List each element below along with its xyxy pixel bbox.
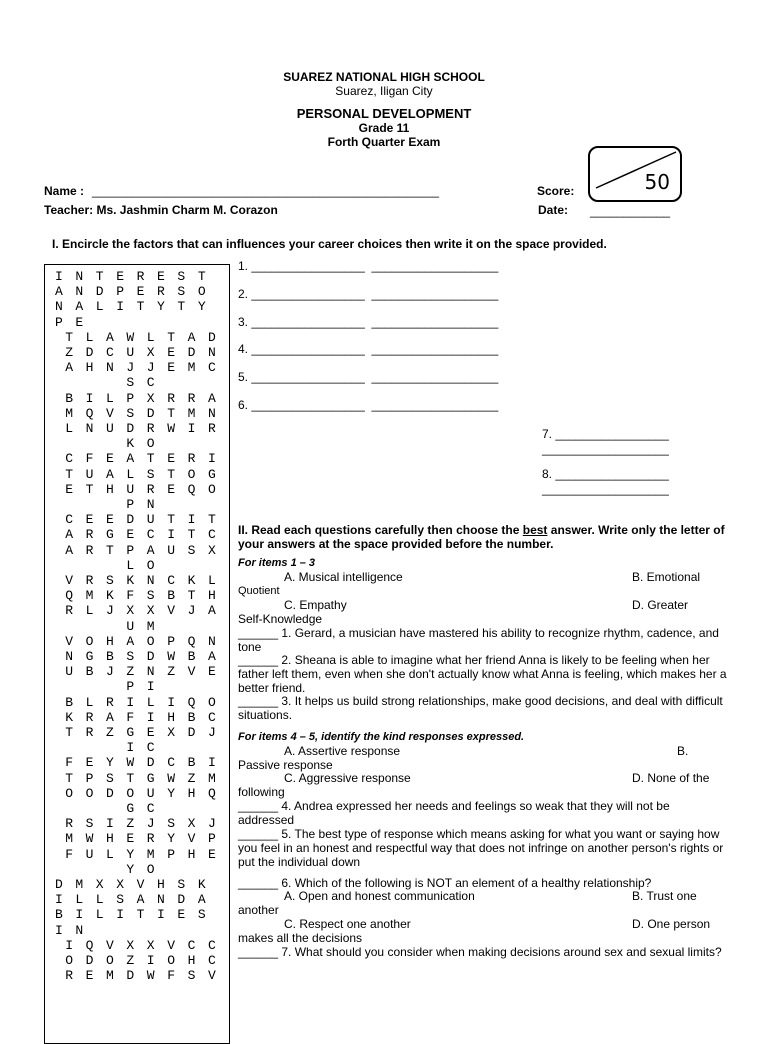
grid-row: B I L P X R R A	[55, 390, 219, 406]
question-7: ______ 7. What should you consider when making decisions around sex and sexual limits?	[238, 945, 722, 959]
part2-instruction-best: best	[522, 523, 548, 537]
grid-row: Q M K F S B T H	[55, 588, 219, 604]
grid-row: I N	[55, 922, 86, 938]
q6-option-c: C. Respect one another	[284, 917, 411, 931]
grid-row: L O	[55, 557, 158, 573]
group1-option-c: C. Empathy	[284, 598, 347, 612]
grid-row: Z D C U X E D N	[55, 345, 219, 360]
school-name: SUAREZ NATIONAL HIGH SCHOOL	[283, 70, 485, 84]
group2-option-a: A. Assertive response	[284, 744, 401, 758]
q6-option-d: D. One person	[632, 917, 711, 931]
grid-row: P I	[55, 679, 158, 695]
grid-row: T P S T G W Z M	[55, 770, 219, 786]
part2-instruction-b: answer. Write only the letter of your answers at the space provided before the number.	[238, 523, 725, 551]
answer-line-6[interactable]: 6. _________________ ___________________	[238, 398, 499, 412]
question-5: ______ 5. The best type of response which means asking for what you want or saying how you feel in an honest and respectful way that does not infringe on another person's rights or put the individual down	[238, 827, 724, 869]
grid-row: A R G E C I T C	[55, 527, 219, 543]
grid-row: M Q V S D T M N	[55, 405, 219, 421]
subject-title: PERSONAL DEVELOPMENT	[296, 106, 472, 121]
q6-option-b: B. Trust one	[632, 889, 697, 903]
answer-line-1[interactable]: 1. _________________ ___________________	[238, 259, 499, 273]
q6-option-a: A. Open and honest communication	[284, 889, 475, 903]
grid-row: O O D O U Y H Q	[55, 785, 219, 801]
grid-row: T U A L S T O G	[55, 466, 219, 482]
school-location: Suarez, Iligan City	[335, 84, 433, 98]
teacher-label: Teacher: Ms. Jashmin Charm M. Corazon	[44, 203, 278, 217]
grid-row: K O	[55, 436, 158, 452]
grid-row: I Q V X X V C C	[55, 937, 219, 953]
grid-row: E T H U R E Q O	[55, 481, 219, 497]
group2-option-c: C. Aggressive response	[284, 771, 411, 785]
group2-option-d: D. None of the	[632, 771, 710, 785]
grid-row: L N U D R W I R	[55, 421, 219, 436]
grid-row: P E	[55, 314, 86, 330]
grid-row: F E Y W D C B I	[55, 755, 219, 771]
name-field[interactable]: ____________________________________________________	[92, 184, 440, 198]
answer-line-3[interactable]: 3. _________________ ___________________	[238, 314, 499, 329]
grid-row: A N D P E R S O	[55, 284, 209, 300]
question-4: ______ 4. Andrea expressed her needs and feelings so weak that they will not be addressed	[238, 799, 670, 827]
grid-row: R L J X X V J A	[55, 603, 219, 619]
group1-option-d-cont: Self-Knowledge	[238, 612, 323, 626]
grid-row: V R S K N C K L	[55, 573, 219, 588]
score-total: 50	[644, 170, 670, 194]
part1-instruction: I. Encircle the factors that can influences your career choices then write it on the space provided.	[52, 237, 607, 251]
score-box	[588, 146, 682, 202]
grid-row: G C	[55, 801, 158, 816]
group1-option-a: A. Musical intelligence	[284, 570, 403, 584]
answer-line-8-cont[interactable]: ___________________	[542, 482, 669, 496]
question-3: ______ 3. It helps us build strong relationships, make good decisions, and deal with difficult situations.	[238, 694, 723, 722]
grid-row: T L A W L T A D	[55, 329, 219, 345]
answer-line-8[interactable]: 8. _________________	[542, 467, 669, 481]
answer-line-5[interactable]: 5. _________________ ___________________	[238, 370, 499, 385]
part2-instruction-a: II. Read each questions carefully then choose the	[238, 523, 523, 537]
answer-line-4[interactable]: 4. _________________ ___________________	[238, 342, 499, 357]
group2-option-b-cont: Passive response	[238, 758, 333, 772]
grid-row: Y O	[55, 861, 158, 877]
q6-option-d-cont: makes all the decisions	[238, 931, 363, 945]
answer-line-7[interactable]: 7. _________________	[542, 427, 669, 441]
date-label: Date:	[538, 203, 569, 217]
grid-row: M W H E R Y V P	[55, 831, 219, 847]
grid-row: B I L I T I E S	[55, 907, 209, 923]
grid-row: C F E A T E R I	[55, 451, 219, 467]
grid-row: A H N J J E M C	[55, 360, 219, 376]
name-label: Name :	[44, 184, 85, 198]
grid-row: C E E D U T I T	[55, 512, 219, 528]
grid-row: D M X X V H S K	[55, 877, 209, 892]
group1-option-b-cont: Quotient	[238, 585, 280, 597]
date-field[interactable]: ____________	[590, 204, 671, 218]
question-2: ______ 2. Sheana is able to imagine what her friend Anna is likely to be feeling when her father left them, even when she don't actually know what Anna is feeling, which makes her a better friend.	[238, 653, 727, 695]
group2-option-d-cont: following	[238, 785, 285, 799]
group1-option-d: D. Greater	[632, 598, 689, 612]
grid-row: V O H A O P Q N	[55, 633, 219, 649]
grade-label: Grade 11	[358, 121, 410, 135]
grid-row: R E M D W F S V	[55, 968, 219, 984]
group2-option-b: B.	[677, 744, 689, 758]
group2-title: For items 4 – 5, identify the kind responses expressed.	[238, 731, 525, 743]
grid-row: P N	[55, 497, 158, 512]
word-search-grid	[44, 264, 230, 1044]
answer-line-2[interactable]: 2. _________________ ___________________	[238, 286, 499, 301]
grid-row: T R Z G E X D J	[55, 725, 219, 740]
question-6: ______ 6. Which of the following is NOT an element of a healthy relationship?	[238, 876, 652, 890]
grid-row: U B J Z N Z V E	[55, 664, 219, 680]
grid-row: U M	[55, 618, 158, 634]
q6-option-b-cont: another	[238, 903, 279, 917]
grid-row: N G B S D W B A	[55, 649, 219, 664]
grid-row: N A L I T Y T Y	[55, 299, 209, 315]
grid-row: R S I Z J S X J	[55, 816, 219, 832]
answer-line-7-cont[interactable]: ___________________	[542, 442, 669, 456]
grid-row: I N T E R E S T	[55, 269, 209, 284]
grid-row: B L R I L I Q O	[55, 694, 219, 710]
group1-option-b: B. Emotional	[632, 570, 701, 584]
question-1: ______ 1. Gerard, a musician have mastered his ability to recognize rhythm, cadence, and tone	[238, 626, 719, 654]
grid-row: F U L Y M P H E	[55, 846, 219, 862]
grid-row: I L L S A N D A	[55, 892, 209, 908]
grid-row: K R A F I H B C	[55, 709, 219, 725]
exam-title: Forth Quarter Exam	[327, 135, 441, 149]
part2-instruction	[238, 523, 726, 551]
score-label: Score:	[537, 184, 575, 198]
grid-row: S C	[55, 375, 158, 391]
grid-row: I C	[55, 740, 158, 756]
grid-row: O D O Z I O H C	[55, 953, 219, 968]
group1-title: For items 1 – 3	[238, 557, 316, 569]
grid-row: A R T P A U S X	[55, 542, 219, 558]
